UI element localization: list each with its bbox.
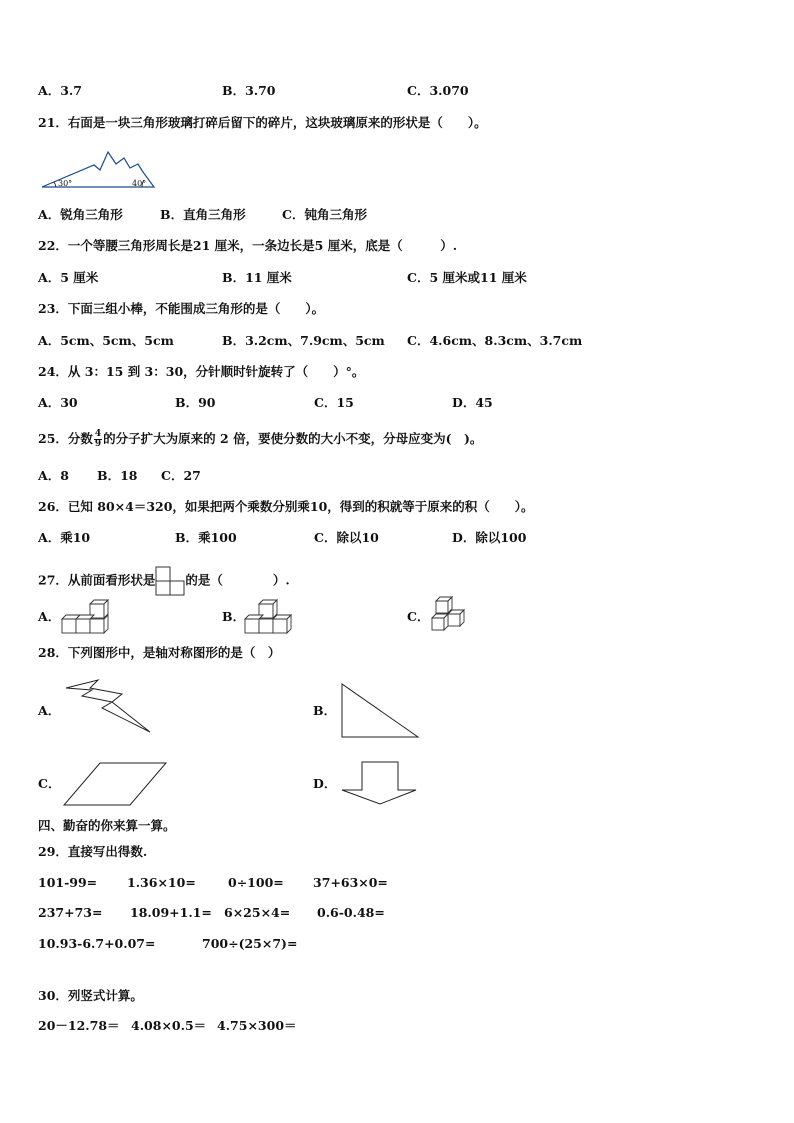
q24-option-c: C．15 bbox=[314, 395, 354, 410]
q22-question: 22．一个等腰三角形周长是21 厘米，一条边长是5 厘米，底是（ ）. bbox=[38, 238, 458, 253]
q26-option-c: C．除以10 bbox=[314, 530, 379, 545]
q29-r3-b: 700÷(25×7)= bbox=[202, 936, 298, 951]
angle-left-label: 30° bbox=[58, 179, 73, 188]
q29-r2-a: 237+73= bbox=[38, 905, 103, 920]
q27-option-a-label: A． bbox=[38, 609, 61, 624]
q20-option-c: C．3.070 bbox=[407, 83, 469, 98]
fraction-denominator: 9 bbox=[94, 439, 102, 449]
cubes-option-c bbox=[428, 596, 472, 636]
q25-question bbox=[38, 430, 482, 449]
q30-item-a: 20－12.78＝ bbox=[38, 1018, 120, 1033]
q23-option-c: C．4.6cm、8.3cm、3.7cm bbox=[407, 333, 583, 348]
q29-r3-a: 10.93-6.7+0.07= bbox=[38, 936, 156, 951]
q24-option-a: A．30 bbox=[38, 395, 78, 410]
q28-option-b-label: B． bbox=[313, 703, 337, 718]
q29-r1-d: 37+63×0= bbox=[313, 875, 388, 890]
q23-option-a: A．5cm、5cm、5cm bbox=[38, 333, 174, 348]
parallelogram-shape bbox=[60, 760, 170, 808]
q27-option-c-label: C． bbox=[407, 609, 430, 624]
q27-question bbox=[38, 566, 290, 596]
q30-question: 30．列竖式计算。 bbox=[38, 988, 143, 1003]
lightning-shape bbox=[62, 678, 154, 736]
right-triangle-shape bbox=[338, 680, 422, 740]
q29-r1-c: 0÷100= bbox=[228, 875, 284, 890]
q28-option-d-label: D． bbox=[313, 776, 337, 791]
q25-question-pre: 25．分数 bbox=[38, 431, 93, 446]
q27-option-b-label: B． bbox=[222, 609, 246, 624]
fraction-numerator: 4 bbox=[94, 429, 102, 439]
q29-r1-a: 101-99= bbox=[38, 875, 98, 890]
q29-r2-b: 18.09+1.1= bbox=[130, 905, 212, 920]
q23-option-b: B．3.2cm、7.9cm、5cm bbox=[222, 333, 385, 348]
fraction-four-ninths bbox=[94, 430, 102, 449]
q29-r1-b: 1.36×10= bbox=[127, 875, 196, 890]
front-view-shape-icon bbox=[155, 566, 185, 596]
q25-option-a: A．8 bbox=[38, 468, 69, 483]
q22-option-b: B．11 厘米 bbox=[222, 270, 292, 285]
down-arrow-shape bbox=[338, 760, 420, 806]
q29-r2-d: 0.6-0.48= bbox=[317, 905, 385, 920]
q28-option-c-label: C． bbox=[38, 776, 61, 791]
q26-option-a: A．乘10 bbox=[38, 530, 91, 545]
broken-triangle-figure bbox=[38, 146, 158, 192]
q24-option-d: D．45 bbox=[452, 395, 493, 410]
q26-option-b: B．乘100 bbox=[175, 530, 237, 545]
cubes-option-a bbox=[60, 599, 110, 635]
q24-option-b: B．90 bbox=[175, 395, 216, 410]
q25-option-b: B．18 bbox=[97, 468, 138, 483]
angle-right-label: 40° bbox=[132, 179, 147, 188]
q22-option-c: C．5 厘米或11 厘米 bbox=[407, 270, 527, 285]
q30-item-b: 4.08×0.5＝ bbox=[131, 1018, 207, 1033]
q22-option-a: A．5 厘米 bbox=[38, 270, 99, 285]
q29-r2-c: 6×25×4= bbox=[224, 905, 291, 920]
q23-question: 23．下面三组小棒，不能围成三角形的是（ ）。 bbox=[38, 301, 325, 316]
q25-question-post: 的分子扩大为原来的 2 倍，要使分数的大小不变，分母应变为( )。 bbox=[103, 431, 483, 446]
cubes-option-b bbox=[243, 599, 295, 635]
q21-option-a: A．锐角三角形 bbox=[38, 207, 123, 222]
q27-question-pre: 27．从前面看形状是 bbox=[38, 572, 156, 588]
q25-option-c: C．27 bbox=[161, 468, 201, 483]
q29-question: 29．直接写出得数. bbox=[38, 844, 148, 859]
q26-question: 26．已知 80×4＝320，如果把两个乘数分别乘10，得到的积就等于原来的积（ ）。 bbox=[38, 499, 534, 514]
q21-option-c: C．钝角三角形 bbox=[282, 207, 367, 222]
q21-question: 21．右面是一块三角形玻璃打碎后留下的碎片，这块玻璃原来的形状是（ ）。 bbox=[38, 115, 487, 130]
q27-question-post: 的是（ ）. bbox=[185, 572, 290, 588]
q20-option-b: B．3.70 bbox=[222, 83, 276, 98]
q20-option-a: A．3.7 bbox=[38, 83, 82, 98]
q30-item-c: 4.75×300＝ bbox=[217, 1018, 297, 1033]
section-four-heading: 四、勤奋的你来算一算。 bbox=[38, 818, 176, 833]
q21-option-b: B．直角三角形 bbox=[160, 207, 246, 222]
q28-question: 28．下列图形中，是轴对称图形的是（ ） bbox=[38, 645, 281, 660]
q24-question: 24．从 3：15 到 3：30，分针顺时针旋转了（ ）°。 bbox=[38, 364, 365, 379]
q26-option-d: D．除以100 bbox=[452, 530, 527, 545]
q28-option-a-label: A． bbox=[38, 703, 61, 718]
